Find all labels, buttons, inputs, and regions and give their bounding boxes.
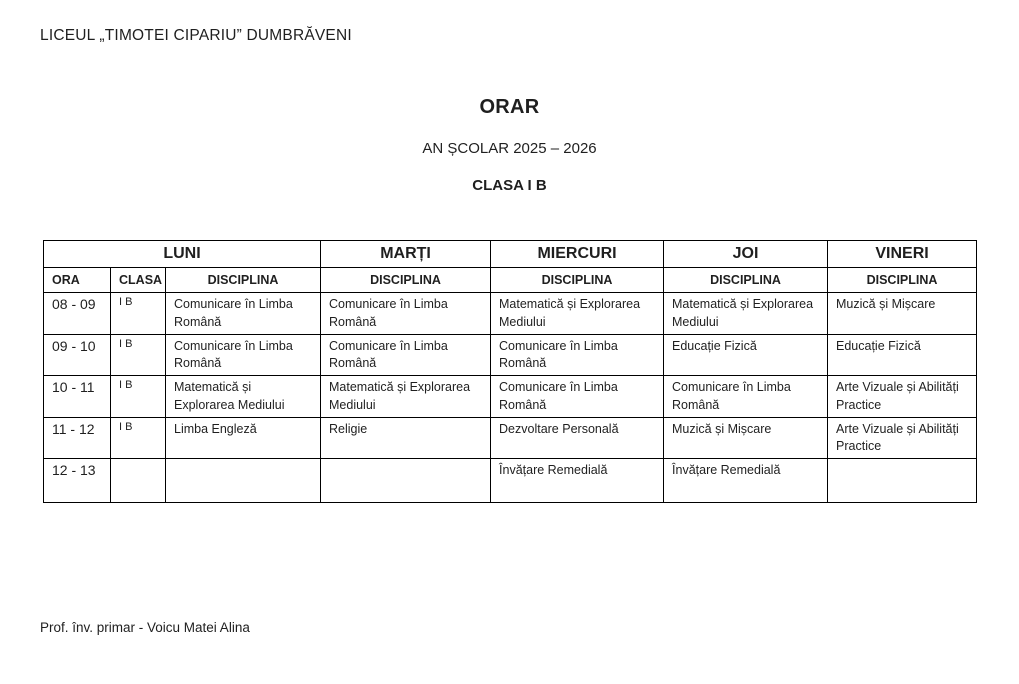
subject-cell: Comunicare în Limba Română xyxy=(321,334,491,376)
subject-cell: Arte Vizuale și Abilități Practice xyxy=(828,417,977,459)
subject-cell: Religie xyxy=(321,417,491,459)
subject-cell: Comunicare în Limba Română xyxy=(166,293,321,335)
subject-cell: Matematică și Explorarea Mediului xyxy=(664,293,828,335)
subject-cell: Comunicare în Limba Română xyxy=(491,334,664,376)
school-name: LICEUL „TIMOTEI CIPARIU” DUMBRĂVENI xyxy=(40,27,352,44)
timetable-row xyxy=(44,459,977,503)
timetable-row xyxy=(44,376,977,418)
subject-cell: Comunicare în Limba Română xyxy=(491,376,664,418)
clasa-cell: I B xyxy=(111,417,166,459)
day-header-miercuri: MIERCURI xyxy=(491,241,664,268)
col-header-clasa: CLASA xyxy=(111,268,166,293)
day-header-joi: JOI xyxy=(664,241,828,268)
clasa-cell xyxy=(111,459,166,503)
subject-cell: Comunicare în Limba Română xyxy=(166,334,321,376)
day-header-vineri: VINERI xyxy=(828,241,977,268)
subject-cell xyxy=(166,459,321,503)
document-title: ORAR xyxy=(479,96,540,118)
subject-cell: Matematică și Explorarea Mediului xyxy=(321,376,491,418)
subject-cell: Educație Fizică xyxy=(828,334,977,376)
subject-cell: Muzică și Mișcare xyxy=(828,293,977,335)
col-header-ora: ORA xyxy=(44,268,111,293)
subject-cell: Comunicare în Limba Română xyxy=(321,293,491,335)
subject-cell: Matematică și Explorarea Mediului xyxy=(491,293,664,335)
timetable-row xyxy=(44,334,977,376)
clasa-cell: I B xyxy=(111,334,166,376)
day-header-row xyxy=(44,241,977,268)
subject-cell: Muzică și Mișcare xyxy=(664,417,828,459)
subject-cell: Învățare Remedială xyxy=(664,459,828,503)
subject-cell xyxy=(828,459,977,503)
ora-cell: 08 - 09 xyxy=(44,293,111,335)
subject-cell: Dezvoltare Personală xyxy=(491,417,664,459)
ora-cell: 09 - 10 xyxy=(44,334,111,376)
subject-cell: Comunicare în Limba Română xyxy=(664,376,828,418)
ora-cell: 10 - 11 xyxy=(44,376,111,418)
subject-cell: Arte Vizuale și Abilități Practice xyxy=(828,376,977,418)
school-year-subtitle: AN ȘCOLAR 2025 – 2026 xyxy=(422,140,597,157)
column-header-row xyxy=(44,268,977,293)
subject-cell: Învățare Remedială xyxy=(491,459,664,503)
col-header-disciplina-joi: DISCIPLINA xyxy=(664,268,828,293)
timetable-row xyxy=(44,293,977,335)
subject-cell: Limba Engleză xyxy=(166,417,321,459)
ora-cell: 12 - 13 xyxy=(44,459,111,503)
col-header-disciplina-luni: DISCIPLINA xyxy=(166,268,321,293)
col-header-disciplina-miercuri: DISCIPLINA xyxy=(491,268,664,293)
subject-cell: Matematică și Explorarea Mediului xyxy=(166,376,321,418)
title-block xyxy=(0,96,1019,194)
day-header-marti: MARȚI xyxy=(321,241,491,268)
timetable-body xyxy=(44,293,977,503)
timetable-row xyxy=(44,417,977,459)
col-header-disciplina-marti: DISCIPLINA xyxy=(321,268,491,293)
col-header-disciplina-vineri: DISCIPLINA xyxy=(828,268,977,293)
ora-cell: 11 - 12 xyxy=(44,417,111,459)
subject-cell xyxy=(321,459,491,503)
class-label: CLASA I B xyxy=(472,177,547,194)
subject-cell: Educație Fizică xyxy=(664,334,828,376)
clasa-cell: I B xyxy=(111,293,166,335)
day-header-luni: LUNI xyxy=(44,241,321,268)
clasa-cell: I B xyxy=(111,376,166,418)
teacher-footer: Prof. înv. primar - Voicu Matei Alina xyxy=(40,620,250,635)
timetable xyxy=(43,240,977,503)
